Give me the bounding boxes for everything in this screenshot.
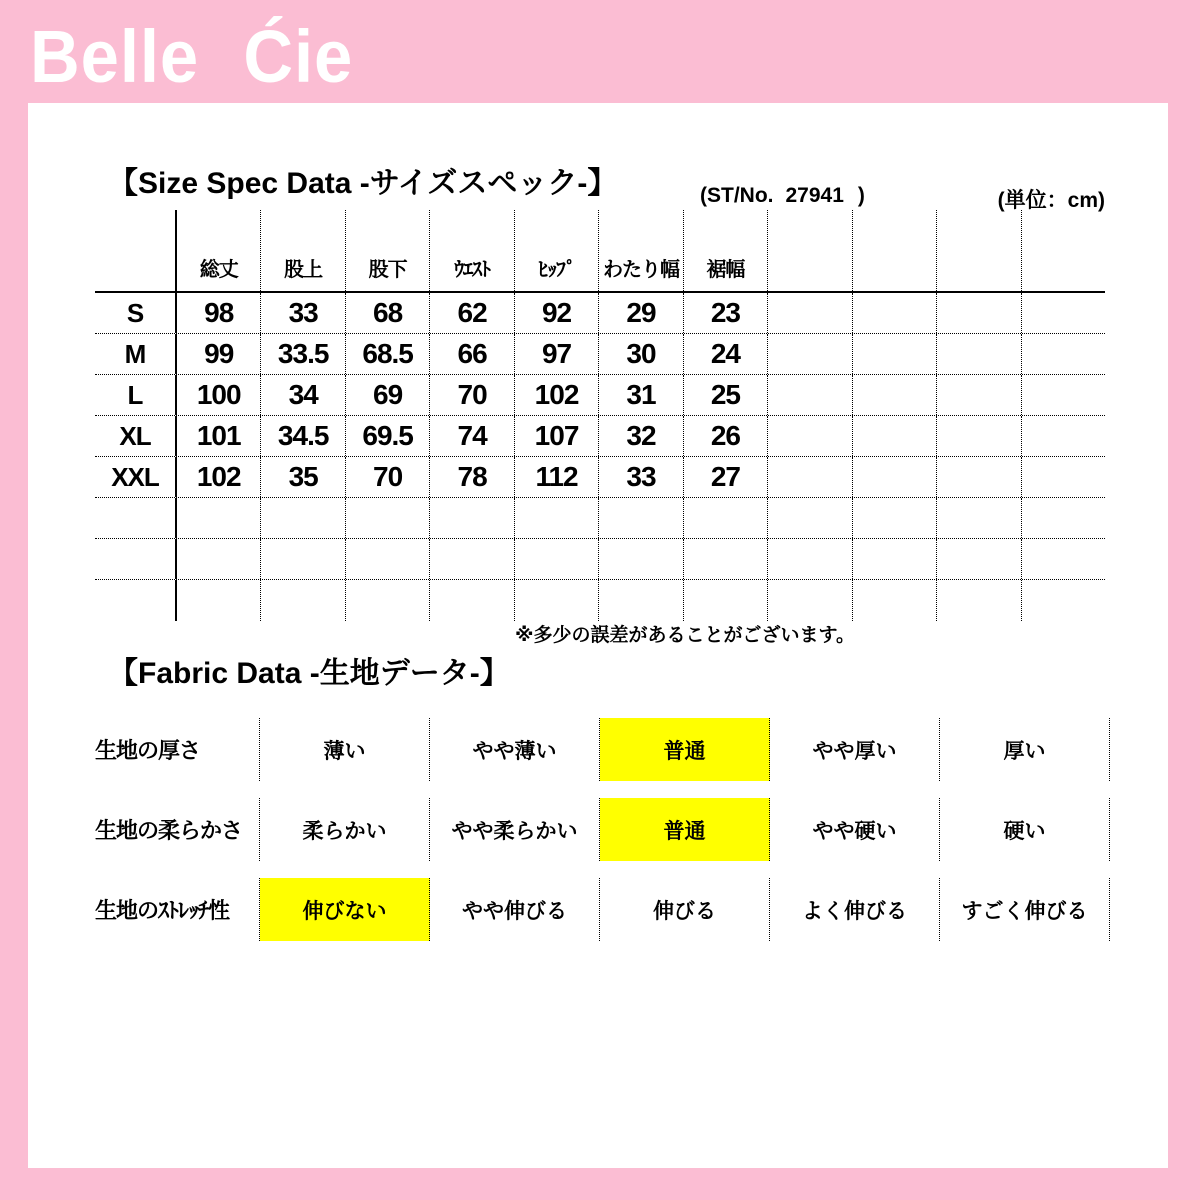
- size-cell: 26: [684, 416, 768, 456]
- size-cell-empty: [177, 539, 261, 579]
- size-cell-empty: [937, 293, 1021, 333]
- size-cell: 92: [515, 293, 599, 333]
- fabric-option: 厚い: [940, 718, 1110, 781]
- size-cell: 33: [261, 293, 345, 333]
- tolerance-note: ※多少の誤差があることがございます。: [515, 625, 855, 646]
- size-cell-empty: [768, 580, 852, 621]
- size-row-label: [95, 539, 177, 579]
- size-cell: 23: [684, 293, 768, 333]
- size-cell: 112: [515, 457, 599, 497]
- size-cell: 78: [430, 457, 514, 497]
- right-pink-border: [1168, 0, 1200, 1200]
- size-cell-empty: [853, 416, 937, 456]
- size-cell-empty: [853, 293, 937, 333]
- fabric-row-label: 生地の柔らかさ: [95, 798, 260, 861]
- size-cell: 32: [599, 416, 683, 456]
- fabric-option: やや厚い: [770, 718, 940, 781]
- size-cell-empty: [937, 539, 1021, 579]
- size-table-row: [95, 334, 1105, 375]
- size-cell-empty: [430, 498, 514, 538]
- size-cell: 66: [430, 334, 514, 374]
- size-cell-empty: [768, 416, 852, 456]
- size-cell-empty: [1022, 375, 1105, 415]
- size-cell-empty: [684, 580, 768, 621]
- size-cell: 27: [684, 457, 768, 497]
- size-cell: 69.5: [346, 416, 430, 456]
- fabric-option-selected: 伸びない: [260, 878, 430, 941]
- size-table-empty-row: [95, 580, 1105, 621]
- size-cell: 34: [261, 375, 345, 415]
- style-number-label: (ST/No.: [700, 184, 774, 207]
- size-cell: 74: [430, 416, 514, 456]
- left-pink-border: [0, 0, 28, 1200]
- size-row-label: S: [95, 293, 177, 333]
- size-column-header-empty: [1022, 210, 1105, 291]
- size-table-row: [95, 375, 1105, 416]
- size-column-header: 股上: [261, 210, 345, 291]
- fabric-option: やや薄い: [430, 718, 600, 781]
- size-cell: 30: [599, 334, 683, 374]
- size-cell-empty: [177, 580, 261, 621]
- size-cell-empty: [515, 498, 599, 538]
- fabric-option: 柔らかい: [260, 798, 430, 861]
- size-cell: 68.5: [346, 334, 430, 374]
- size-column-header-empty: [853, 210, 937, 291]
- size-cell: 34.5: [261, 416, 345, 456]
- style-number: [700, 184, 865, 208]
- size-cell: 24: [684, 334, 768, 374]
- size-cell-empty: [937, 334, 1021, 374]
- fabric-row-label: 生地のｽﾄﾚｯﾁ性: [95, 878, 260, 941]
- size-cell-empty: [261, 580, 345, 621]
- fabric-table: [95, 718, 1110, 958]
- fabric-row: [95, 718, 1110, 781]
- size-cell: 25: [684, 375, 768, 415]
- size-cell-empty: [937, 375, 1021, 415]
- fabric-option: 薄い: [260, 718, 430, 781]
- size-cell: 97: [515, 334, 599, 374]
- size-table-row: [95, 416, 1105, 457]
- size-cell-empty: [768, 457, 852, 497]
- size-cell-empty: [1022, 498, 1105, 538]
- size-cell-empty: [177, 498, 261, 538]
- size-cell-empty: [346, 580, 430, 621]
- size-column-header: わたり幅: [599, 210, 683, 291]
- size-column-header-empty: [937, 210, 1021, 291]
- fabric-option: 伸びる: [600, 878, 770, 941]
- size-cell-empty: [1022, 293, 1105, 333]
- size-cell-empty: [768, 334, 852, 374]
- size-cell-empty: [768, 375, 852, 415]
- size-cell: 101: [177, 416, 261, 456]
- size-cell: 29: [599, 293, 683, 333]
- size-cell-empty: [937, 457, 1021, 497]
- fabric-row: [95, 878, 1110, 941]
- fabric-option: やや硬い: [770, 798, 940, 861]
- size-table-empty-row: [95, 539, 1105, 580]
- fabric-option-selected: 普通: [600, 798, 770, 861]
- size-cell: 102: [515, 375, 599, 415]
- size-column-header: 股下: [346, 210, 430, 291]
- size-cell: 33.5: [261, 334, 345, 374]
- size-cell-empty: [853, 375, 937, 415]
- size-column-header: ﾋｯﾌﾟ: [515, 210, 599, 291]
- fabric-option: やや柔らかい: [430, 798, 600, 861]
- style-number-close: ): [857, 184, 865, 207]
- size-cell-empty: [937, 580, 1021, 621]
- fabric-option: 硬い: [940, 798, 1110, 861]
- size-column-header-empty: [768, 210, 852, 291]
- size-cell-empty: [261, 539, 345, 579]
- size-cell: 100: [177, 375, 261, 415]
- size-cell-empty: [684, 539, 768, 579]
- size-cell-empty: [684, 498, 768, 538]
- size-cell-empty: [768, 498, 852, 538]
- bottom-pink-border: [0, 1168, 1200, 1200]
- size-cell-empty: [1022, 539, 1105, 579]
- size-cell-empty: [430, 580, 514, 621]
- size-table-corner-cell: [95, 210, 177, 291]
- fabric-option-selected: 普通: [600, 718, 770, 781]
- size-cell-empty: [768, 293, 852, 333]
- fabric-option: よく伸びる: [770, 878, 940, 941]
- size-column-header: ｳｴｽﾄ: [430, 210, 514, 291]
- size-cell: 70: [346, 457, 430, 497]
- size-cell-empty: [599, 498, 683, 538]
- size-cell-empty: [853, 457, 937, 497]
- fabric-option: すごく伸びる: [940, 878, 1110, 941]
- size-row-label: M: [95, 334, 177, 374]
- size-cell-empty: [853, 539, 937, 579]
- size-cell: 35: [261, 457, 345, 497]
- size-cell-empty: [853, 580, 937, 621]
- size-cell: 107: [515, 416, 599, 456]
- size-cell-empty: [261, 498, 345, 538]
- fabric-row: [95, 798, 1110, 861]
- unit-label: (単位：cm): [997, 189, 1105, 212]
- size-cell-empty: [937, 498, 1021, 538]
- style-number-value: 27941: [785, 184, 844, 207]
- size-table: [95, 210, 1105, 621]
- brand-logo: Belle Ćie: [30, 15, 354, 98]
- size-cell-empty: [853, 334, 937, 374]
- size-cell-empty: [853, 498, 937, 538]
- size-row-label: XL: [95, 416, 177, 456]
- size-cell: 99: [177, 334, 261, 374]
- size-cell: 70: [430, 375, 514, 415]
- size-cell-empty: [346, 498, 430, 538]
- size-cell-empty: [1022, 416, 1105, 456]
- size-cell: 31: [599, 375, 683, 415]
- size-cell: 102: [177, 457, 261, 497]
- size-cell-empty: [1022, 334, 1105, 374]
- fabric-section-title: 【Fabric Data -生地データ-】: [108, 657, 510, 690]
- fabric-option: やや伸びる: [430, 878, 600, 941]
- fabric-row-label: 生地の厚さ: [95, 718, 260, 781]
- size-cell-empty: [599, 580, 683, 621]
- size-cell-empty: [1022, 580, 1105, 621]
- size-cell-empty: [346, 539, 430, 579]
- size-cell: 69: [346, 375, 430, 415]
- size-table-row: [95, 457, 1105, 498]
- size-row-label: XXL: [95, 457, 177, 497]
- size-cell: 62: [430, 293, 514, 333]
- size-table-header-row: [95, 210, 1105, 293]
- size-table-empty-row: [95, 498, 1105, 539]
- size-cell-empty: [768, 539, 852, 579]
- size-column-header: 総丈: [177, 210, 261, 291]
- size-cell: 33: [599, 457, 683, 497]
- size-cell: 98: [177, 293, 261, 333]
- size-cell-empty: [515, 539, 599, 579]
- size-row-label: [95, 498, 177, 538]
- size-cell-empty: [515, 580, 599, 621]
- size-cell-empty: [937, 416, 1021, 456]
- size-table-row: [95, 293, 1105, 334]
- size-row-label: L: [95, 375, 177, 415]
- size-cell-empty: [430, 539, 514, 579]
- size-column-header: 裾幅: [684, 210, 768, 291]
- size-cell-empty: [1022, 457, 1105, 497]
- size-row-label: [95, 580, 177, 621]
- size-section-title: 【Size Spec Data -サイズスペック-】: [108, 167, 618, 200]
- size-cell: 68: [346, 293, 430, 333]
- size-cell-empty: [599, 539, 683, 579]
